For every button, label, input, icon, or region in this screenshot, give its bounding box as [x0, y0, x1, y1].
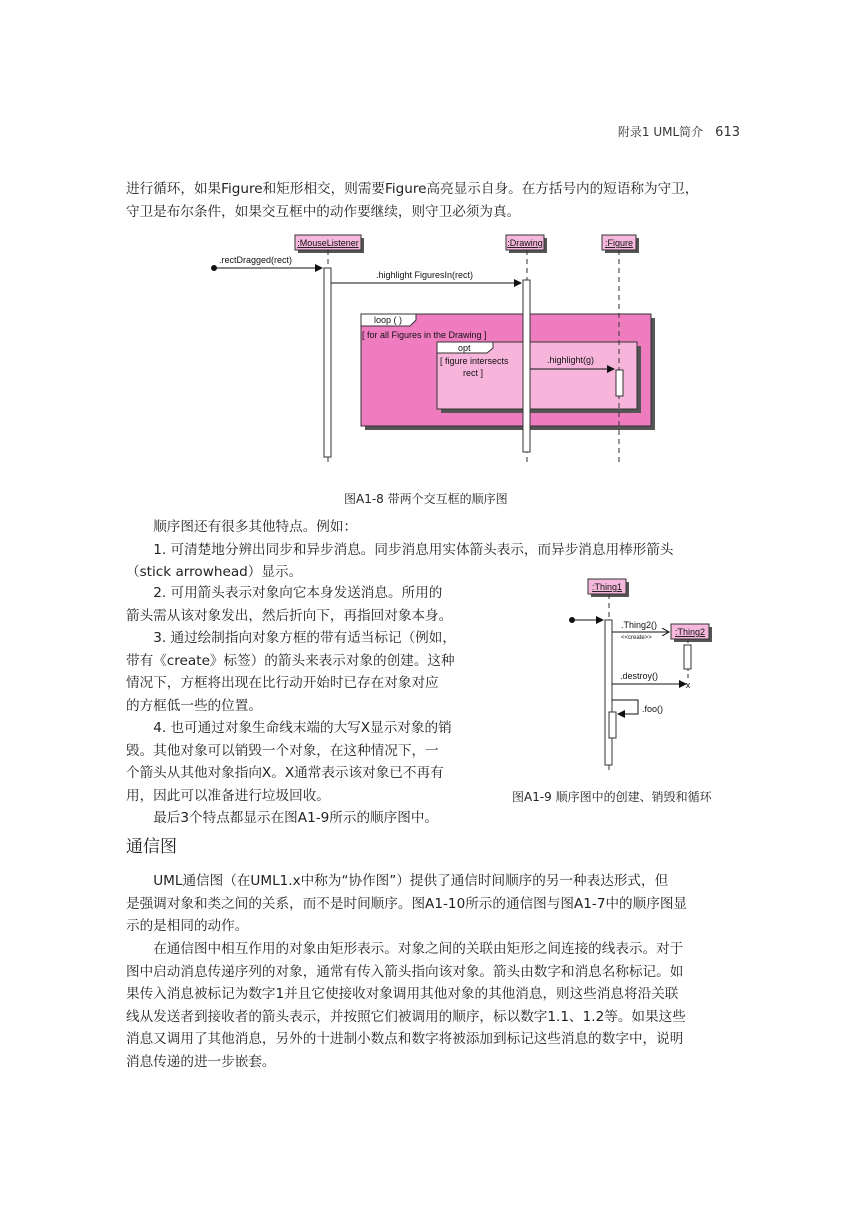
activation-drawing [523, 280, 530, 452]
object-figure-label: :Figure [604, 238, 634, 248]
opt-label: opt [458, 343, 471, 353]
text-line: 2. 可用箭头表示对象向它本身发送消息。所用的 [153, 585, 443, 601]
activation-thing1 [605, 620, 612, 765]
text-line: 果传入消息被标记为数字1并且它使接收对象调用其他对象的其他消息，则这些消息将沿关联 [126, 986, 679, 1002]
section-heading: 通信图 [126, 837, 177, 857]
activation-thing1-nested [609, 712, 616, 738]
section-paragraph-1 [126, 870, 742, 938]
sequence-diagram-a1-8 [205, 230, 665, 470]
create-stereotype: <<create>> [621, 635, 652, 641]
figure-caption: 图A1-8 带两个交互框的顺序图 [344, 492, 508, 506]
text-line: 箭头需从该对象发出，然后折向下，再指回对象本身。 [126, 607, 453, 624]
text-line: 的方框低一些的位置。 [126, 697, 262, 714]
text-line: 带有《create》标签）的箭头来表示对象的创建。这种 [126, 652, 455, 669]
text-line: 消息又调用了其他消息，另外的十进制小数点和数字将被添加到标记这些消息的数字中，说明 [126, 1031, 684, 1047]
text-line: 示的是相同的动作。 [126, 918, 249, 934]
destroy-x-mark: x [685, 680, 691, 690]
text-line: 4. 也可通过对象生命线末端的大写X显示对象的销 [153, 720, 452, 736]
intro-paragraph [126, 178, 742, 223]
text-line: 毁。其他对象可以销毁一个对象，在这种情况下，一 [126, 742, 439, 759]
object-thing1-label: :Thing1 [591, 582, 623, 592]
activation-thing2 [684, 645, 691, 669]
object-mouselistener-label: :MouseListener [297, 238, 359, 248]
loop-guard: [ for all Figures in the Drawing ] [362, 330, 487, 340]
text-line: 顺序图还有很多其他特点。例如： [153, 519, 358, 535]
text-line: 图中启动消息传递序列的对象，通常有传入箭头指向该对象。箭头由数字和消息名称标记。如 [126, 963, 684, 980]
text-line: UML通信图（在UML1.x中称为“协作图”）提供了通信时间顺序的另一种表达形式，但 [153, 873, 669, 889]
highlight-figures-label: .highlight FiguresIn(rect) [376, 270, 474, 280]
text-line: 情况下，方框将出现在比行动开始时已存在对象对应 [126, 675, 439, 691]
found-message-label: .rectDragged(rect) [219, 255, 293, 265]
object-drawing-label: :Drawing [507, 238, 543, 248]
text-line: 最后3个特点都显示在图A1-9所示的顺序图中。 [153, 810, 439, 826]
header-title: 附录1 UML简介 [617, 125, 704, 139]
object-thing2-label: :Thing2 [674, 627, 706, 637]
section-paragraph-2 [126, 938, 742, 1073]
page-number: 613 [715, 125, 740, 140]
self-call-label: .foo() [642, 704, 664, 714]
activation-mouselistener [324, 268, 331, 457]
activation-figure [616, 370, 623, 396]
text-line: 个箭头从其他对象指向X。X通常表示该对象已不再有 [126, 765, 444, 781]
loop-label: loop ( ) [374, 315, 403, 325]
text-line: 消息传递的进一步嵌套。 [126, 1053, 276, 1070]
text-line: 用，因此可以准备进行垃圾回收。 [126, 787, 330, 804]
opt-guard-line2: rect ] [463, 368, 484, 378]
features-left-column [126, 582, 486, 830]
running-header [618, 123, 740, 140]
destroy-message-label: .destroy() [620, 671, 659, 681]
text-line: （stick arrowhead）显示。 [126, 564, 303, 580]
text-line: 1. 可清楚地分辨出同步和异步消息。同步消息用实体箭头表示，而异步消息用棒形箭头 [153, 541, 674, 558]
create-message-label: .Thing2() [621, 620, 658, 630]
text-line: 是强调对象和类之间的关系，而不是时间顺序。图A1-10所示的通信图与图A1-7中的顺序图显 [126, 895, 688, 912]
highlight-label: .highlight(g) [547, 355, 595, 365]
sequence-diagram-a1-9 [560, 572, 735, 777]
text-line: 守卫是布尔条件，如果交互框中的动作要继续，则守卫必须为真。 [126, 203, 521, 220]
figure-caption: 图A1-9 顺序图中的创建、销毁和循环 [512, 790, 712, 804]
text-line: 在通信图中相互作用的对象由矩形表示。对象之间的关联由矩形之间连接的线表示。对于 [153, 941, 684, 957]
text-line: 3. 通过绘制指向对象方框的带有适当标记（例如， [153, 630, 456, 646]
opt-guard-line1: [ figure intersects [440, 356, 509, 366]
text-line: 线从发送者到接收者的箭头表示，并按照它们被调用的顺序，标以数字1.1、1.2等。如果这些 [126, 1008, 686, 1025]
text-line: 进行循环，如果Figure和矩形相交，则需要Figure高亮显示自身。在方括号内的短语称为守卫， [126, 181, 699, 197]
